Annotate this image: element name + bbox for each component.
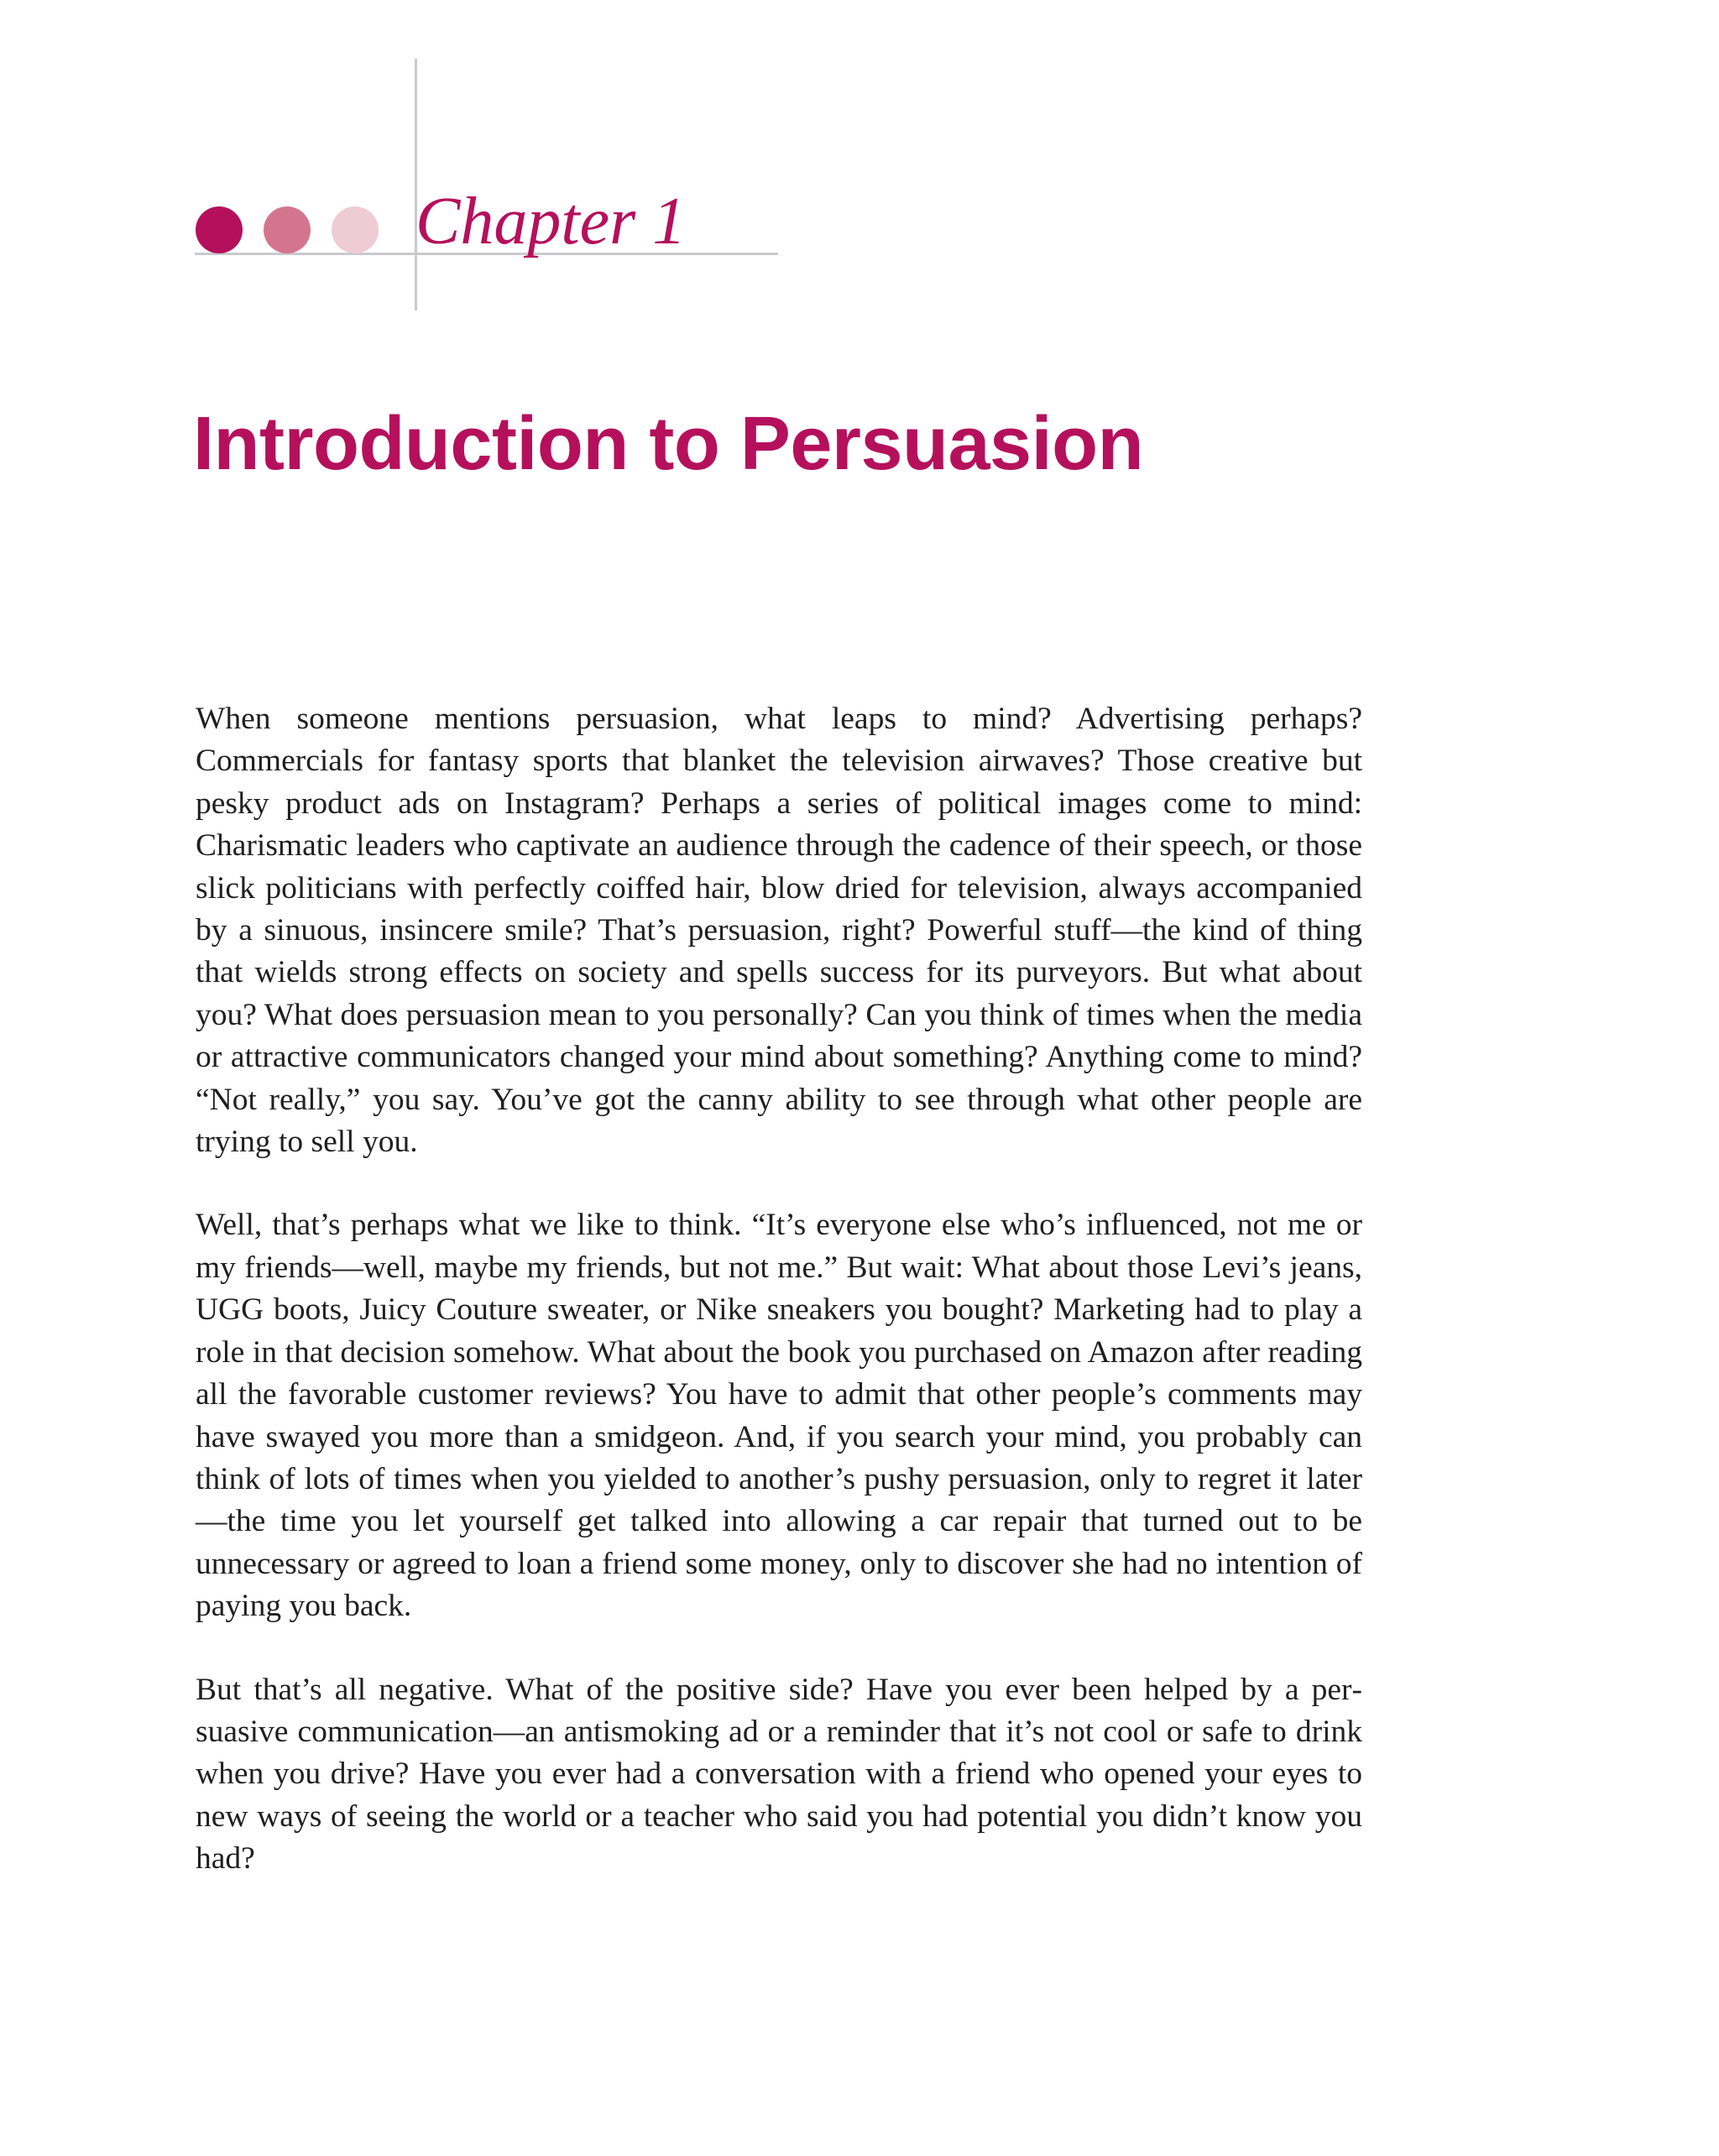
body-text [196,698,1362,1922]
paragraph: But that’s all negative. What of the positive side? Have you ever been helped by a persuasive communication—an antismoking ad or a reminder that it’s not cool or safe to drink when you drive? Have you ever had a conversation with a friend who opened your eyes to new ways of seeing the world or a teacher who said you had potential you didn’t know you had? [196,1672,1362,1877]
ornament-dot-light [332,206,379,253]
ornament-dot-dark [196,206,243,253]
paragraph: When someone mentions persuasion, what leaps to mind? Advertising perhaps? Commercials for fantasy sports that blanket the television airwaves? Those creative but pesky product ads on Instagram? Perhaps a series of political images come to mind: Charismatic leaders who captivate an audience through the cadence of their speech, or those slick politicians with perfectly coiffed hair, blow dried for television, always accompanied by a sinuous, insincere smile? That’s persuasion, right? Powerful stuff—the kind of thing that wields strong effects on society and spells success for its purveyors. But what about you? What does persuasion mean to you personally? Can you think of times when the media or attractive communicators changed your mind about something? Anything come to mind? “Not really,” you say. You’ve got the canny ability to see through what other people are trying to sell you. [196,702,1362,1160]
chapter-title: Introduction to Persuasion [193,402,1144,486]
ornament-dot-medium [264,206,311,253]
paragraph: Well, that’s perhaps what we like to think. “It’s everyone else who’s influenced, not me or my friends—well, maybe my friends, but not me.” But wait: What about those Levi’s jeans, UGG boots, Juicy Couture sweater, or Nike sneakers you bought? Marketing had to play a role in that decision somehow. What about the book you purchased on Amazon after reading all the favorable customer reviews? You have to admit that other people’s comments may have swayed you more than a smidgeon. And, if you search your mind, you probably can think of lots of times when you yielded to another’s pushy persuasion, only to regret it later—the time you let yourself get talked into allowing a car repair that turned out to be unnecessary or agreed to loan a friend some money, only to discover she had no intention of paying you back. [196,1208,1362,1624]
chapter-number: Chapter 1 [415,185,687,258]
